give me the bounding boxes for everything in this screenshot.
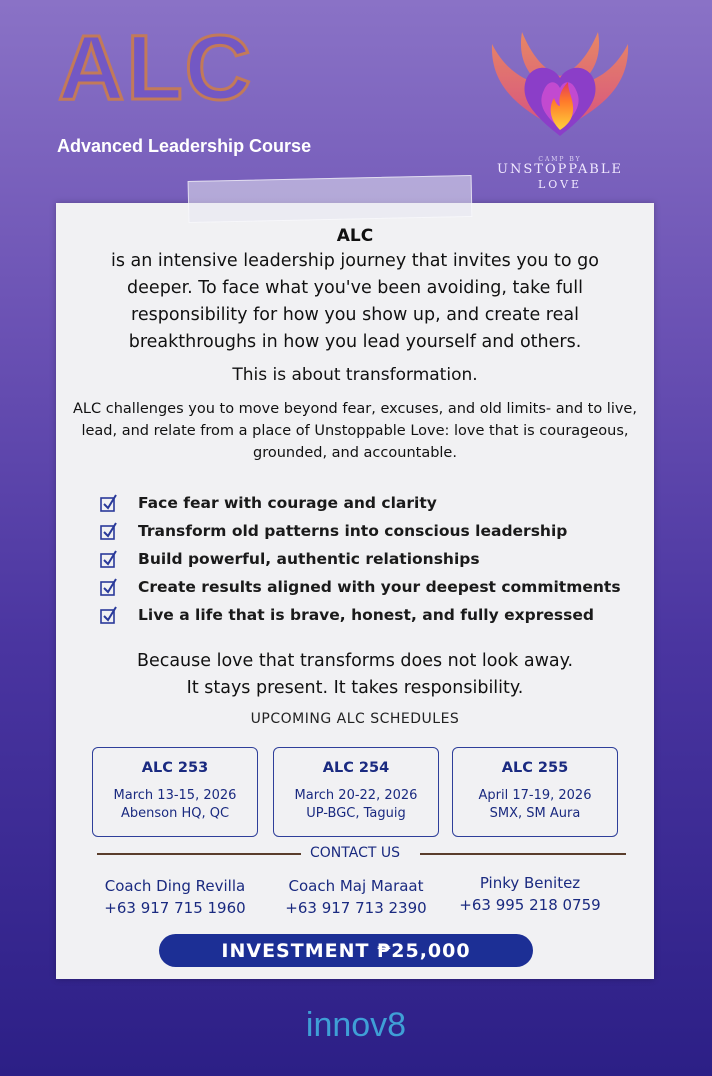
phoenix-heart-emblem-icon	[482, 18, 638, 158]
benefit-text: Build powerful, authentic relationships	[138, 550, 480, 568]
benefit-text: Create results aligned with your deepest commitments	[138, 578, 621, 596]
schedule-name: ALC 254	[322, 760, 390, 776]
contact-title: CONTACT US	[310, 845, 400, 861]
investment-banner: INVESTMENT ₱25,000	[159, 934, 533, 967]
schedule-location: Abenson HQ, QC	[120, 806, 230, 821]
brand-name-line1: UNSTOPPABLE	[497, 162, 623, 177]
transformation-body: ALC challenges you to move beyond fear, excuses, and old limits- and to live, lead, and relate from a place of Unstoppable Love: love that is courageous, grounded, and accountable.	[73, 401, 637, 461]
coach-phone[interactable]: +63 917 715 1960	[104, 899, 246, 917]
schedule-dates: March 13-15, 2026	[113, 788, 237, 803]
list-item	[100, 489, 621, 517]
schedules-title: UPCOMING ALC SCHEDULES	[250, 711, 460, 727]
intro-body: is an intensive leadership journey that invites you to go deeper. To face what you've been avoiding, take full responsibility for how you show up, and create real breakthroughs in how you lead yourself and others.	[111, 251, 599, 352]
coach-name: Pinky Benitez	[479, 874, 581, 892]
checkbox-checked-icon	[100, 550, 118, 568]
coach-name: Coach Maj Maraat	[288, 877, 424, 895]
info-card	[56, 203, 654, 979]
checkbox-checked-icon	[100, 578, 118, 596]
closing-line-1: Because love that transforms does not look away.	[136, 651, 574, 671]
coach-pinky-benitez	[450, 872, 610, 916]
checkbox-checked-icon	[100, 522, 118, 540]
schedule-location: UP-BGC, Taguig	[306, 806, 406, 821]
divider-right	[420, 853, 626, 855]
coach-name: Coach Ding Revilla	[104, 877, 246, 895]
schedule-dates: April 17-19, 2026	[478, 788, 592, 803]
brand-tiny-text: CAMP BY	[538, 156, 582, 163]
list-item	[100, 573, 621, 601]
intro-heading: ALC	[336, 226, 374, 246]
list-item	[100, 545, 621, 573]
checkbox-checked-icon	[100, 606, 118, 624]
benefit-text: Live a life that is brave, honest, and fully expressed	[138, 606, 594, 624]
coach-phone[interactable]: +63 995 218 0759	[459, 896, 601, 914]
benefit-text: Face fear with courage and clarity	[138, 494, 437, 512]
tape-strip	[188, 175, 473, 223]
checkbox-checked-icon	[100, 494, 118, 512]
schedule-name: ALC 255	[501, 760, 569, 776]
coach-phone[interactable]: +63 917 713 2390	[285, 899, 427, 917]
list-item	[100, 601, 621, 629]
innov8-logo: innov8	[305, 1006, 407, 1044]
schedule-dates: March 20-22, 2026	[294, 788, 418, 803]
schedule-card-alc-253	[92, 747, 258, 837]
schedule-location: SMX, SM Aura	[489, 806, 581, 821]
list-item	[100, 517, 621, 545]
alc-logo: ALC	[58, 17, 254, 119]
schedule-card-alc-255	[452, 747, 618, 837]
benefit-text: Transform old patterns into conscious leadership	[138, 522, 568, 540]
coach-maj-maraat	[270, 875, 442, 919]
closing-line-2: It stays present. It takes responsibility.	[186, 678, 524, 698]
transformation-heading: This is about transformation.	[232, 365, 478, 385]
coach-ding-revilla	[90, 875, 260, 919]
schedule-card-alc-254	[273, 747, 439, 837]
schedule-name: ALC 253	[141, 760, 209, 776]
brand-name-line2: LOVE	[537, 178, 583, 191]
course-subtitle: Advanced Leadership Course	[57, 136, 312, 156]
benefits-list	[100, 489, 621, 629]
